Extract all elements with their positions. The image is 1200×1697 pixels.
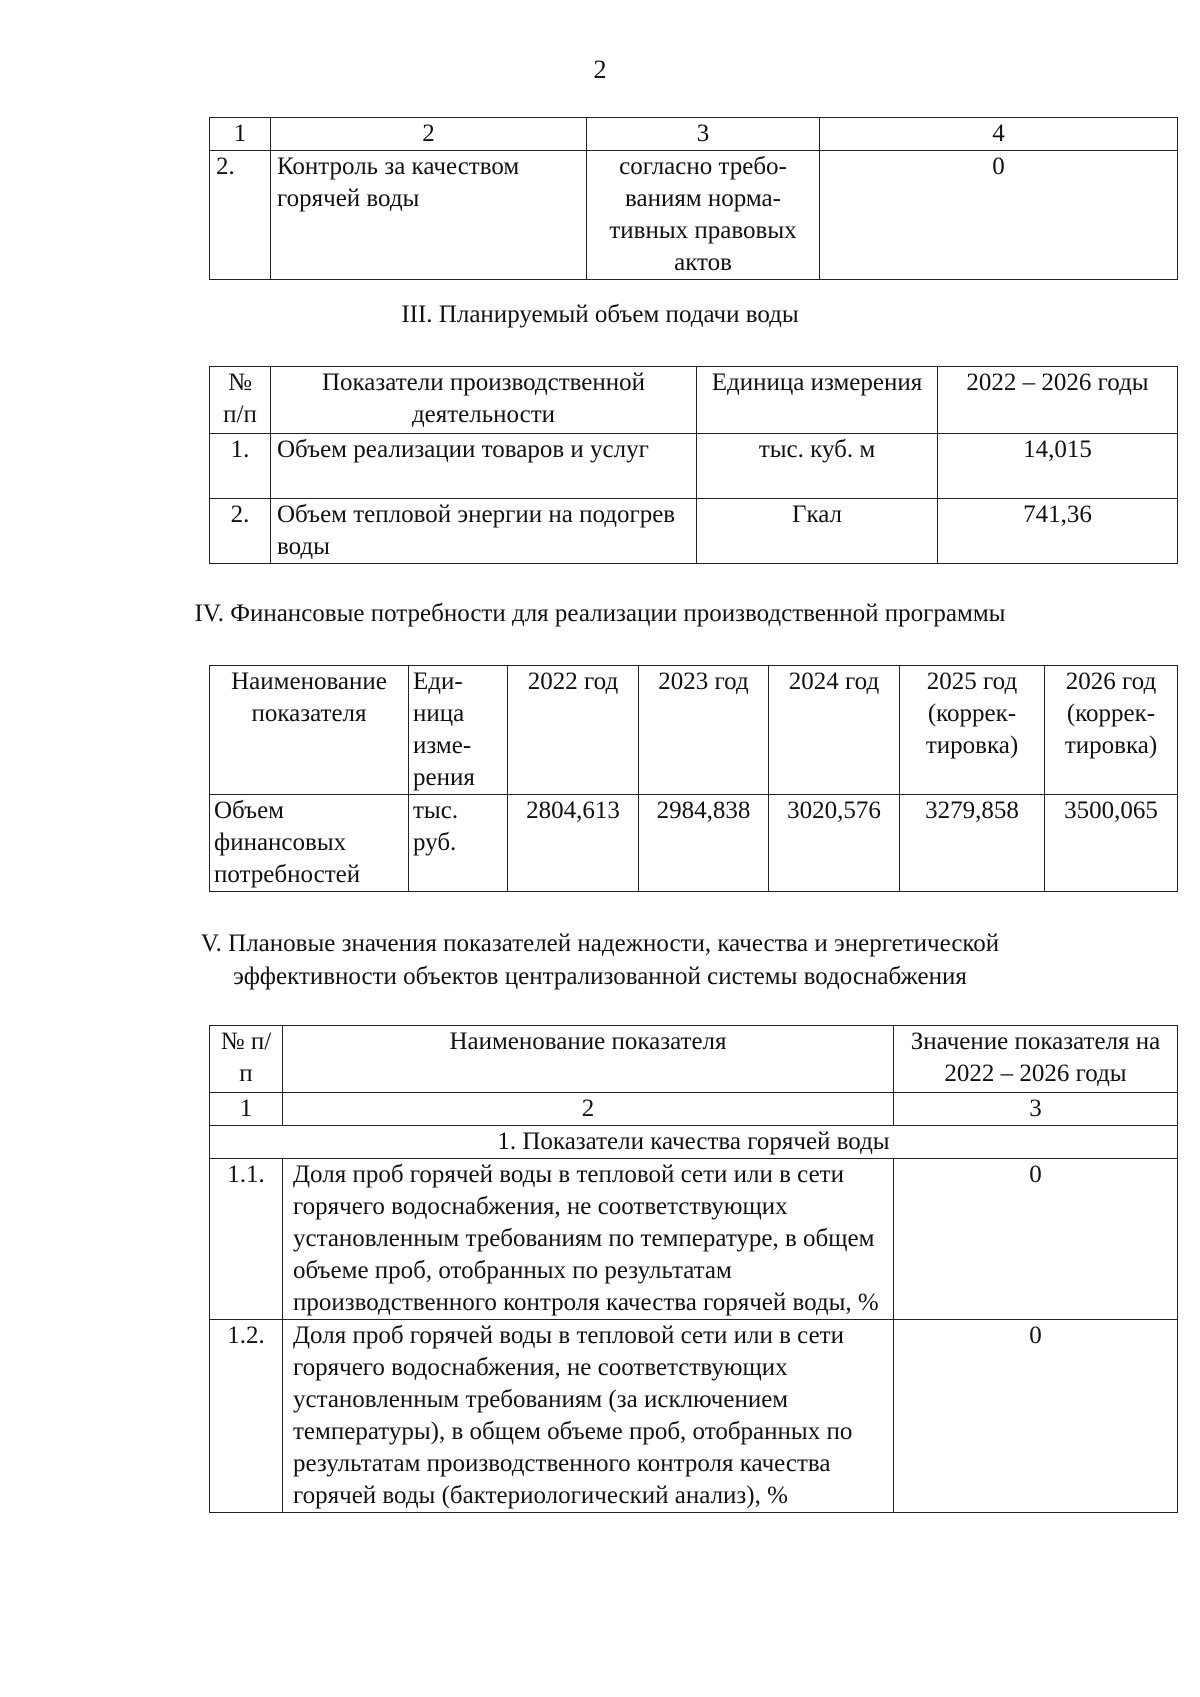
row-value: 741,36 xyxy=(938,499,1178,564)
row-name: Доля проб горячей воды в тепловой сети или в сети горячего водоснабжения, не соответствующих установленным требованиям по температуре, в общем объеме проб, отобранных по результатам производственного контроля качества горячей воды, % xyxy=(283,1159,894,1320)
value-2024: 3020,576 xyxy=(769,795,900,892)
header-2026: 2026 год (коррек-тировка) xyxy=(1045,666,1178,795)
row-unit: тыс. руб. xyxy=(409,795,508,892)
table-row xyxy=(210,151,1178,280)
table-row xyxy=(210,1320,1178,1513)
section-5-title-line1: V. Плановые значения показателей надежности, качества и энергетической xyxy=(200,930,1000,957)
row-unit: Гкал xyxy=(697,499,938,564)
row-name: Объем реализации товаров и услуг xyxy=(271,434,697,499)
column-number: 4 xyxy=(820,118,1178,151)
table-row xyxy=(210,434,1178,499)
header-period: 2022 – 2026 годы xyxy=(938,367,1178,434)
group-row xyxy=(210,1126,1178,1159)
header-value: Значение показателя на 2022 – 2026 годы xyxy=(894,1026,1178,1093)
header-unit: Еди-ница изме-рения xyxy=(409,666,508,795)
table-row xyxy=(210,1159,1178,1320)
indicators-table xyxy=(209,1025,1178,1513)
column-number: 1 xyxy=(210,1093,283,1126)
section-4-title: IV. Финансовые потребности для реализации производственной программы xyxy=(194,600,1006,627)
header-name: Показатели производственной деятельности xyxy=(271,367,697,434)
table-header-row xyxy=(210,666,1178,795)
row-number: 2. xyxy=(210,151,271,280)
row-number: 1. xyxy=(210,434,271,499)
section-5-title-line2: эффективности объектов централизованной системы водоснабжения xyxy=(233,963,967,990)
header-unit: Единица измерения xyxy=(697,367,938,434)
column-numbers-row xyxy=(210,1093,1178,1126)
section-3-title: III. Планируемый объем подачи воды xyxy=(401,301,799,328)
table-row xyxy=(210,499,1178,564)
column-number: 3 xyxy=(894,1093,1178,1126)
row-basis: согласно требо-ваниям норма-тивных правовых актов xyxy=(587,151,820,280)
header-2024: 2024 год xyxy=(769,666,900,795)
row-number: 1.1. xyxy=(210,1159,283,1320)
value-2023: 2984,838 xyxy=(639,795,769,892)
header-name: Наименование показателя xyxy=(210,666,409,795)
row-value: 0 xyxy=(894,1159,1178,1320)
row-value: 14,015 xyxy=(938,434,1178,499)
water-supply-volume-table xyxy=(209,366,1178,564)
column-number: 2 xyxy=(271,118,587,151)
column-number: 3 xyxy=(587,118,820,151)
row-number: 1.2. xyxy=(210,1320,283,1513)
header-2023: 2023 год xyxy=(639,666,769,795)
row-value: 0 xyxy=(894,1320,1178,1513)
header-name: Наименование показателя xyxy=(283,1026,894,1093)
header-num: № п/п xyxy=(210,367,271,434)
column-number: 2 xyxy=(283,1093,894,1126)
row-value: 0 xyxy=(820,151,1178,280)
financial-needs-table xyxy=(209,665,1178,892)
quality-control-table xyxy=(209,117,1178,280)
group-title: 1. Показатели качества горячей воды xyxy=(210,1126,1178,1159)
page-number: 2 xyxy=(593,55,607,84)
row-name: Контроль за качеством горячей воды xyxy=(271,151,587,280)
table-header-row xyxy=(210,367,1178,434)
row-number: 2. xyxy=(210,499,271,564)
row-name: Доля проб горячей воды в тепловой сети или в сети горячего водоснабжения, не соответствующих установленным требованиям (за исключением температуры), в общем объеме проб, отобранных по результатам производственного контроля качества горячей воды (бактериологический анализ), % xyxy=(283,1320,894,1513)
table-row xyxy=(210,795,1178,892)
row-name: Объем тепловой энергии на подогрев воды xyxy=(271,499,697,564)
value-2026: 3500,065 xyxy=(1045,795,1178,892)
header-num: № п/п xyxy=(210,1026,283,1093)
row-name: Объем финансовых потребностей xyxy=(210,795,409,892)
table-header-row xyxy=(210,1026,1178,1093)
value-2022: 2804,613 xyxy=(508,795,639,892)
header-2022: 2022 год xyxy=(508,666,639,795)
header-2025: 2025 год (коррек-тировка) xyxy=(900,666,1045,795)
table-header-row xyxy=(210,118,1178,151)
row-unit: тыс. куб. м xyxy=(697,434,938,499)
column-number: 1 xyxy=(210,118,271,151)
value-2025: 3279,858 xyxy=(900,795,1045,892)
